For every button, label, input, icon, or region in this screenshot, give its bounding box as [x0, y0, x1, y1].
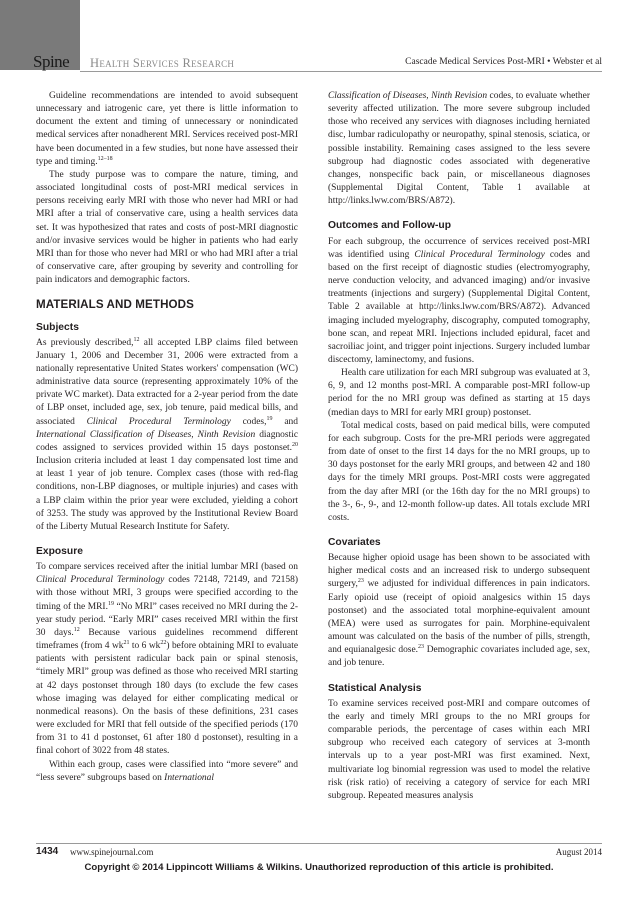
outcomes-paragraph: For each subgroup, the occurrence of services received post-MRI was identified using Clinical Procedural Terminology codes and based on the first receipt of diagnostic studies (electromyography, nerve conduction velocity, and advanced imaging) and/or invasive treatments (injections and surgery) (Supplemental Digital Content, Table 2 available at http://links.lww.com/BRS/A872). Advanced imaging included myelography, discography, computed tomography, bone scan, and repeat MRI. Injections included epidural, facet and sacroiliac joint, and trigger point injections. Surgery included lumbar discectomy, laminectomy, and fusions.	[328, 236, 591, 365]
intro-paragraph-1: Guideline recommendations are intended to avoid subsequent unnecessary and iatrogenic care, yet there is little information to document the extent and timing of unnecessary or nonindicated medical services after nonadherent MRI. Services received post-MRI have been documented in a few studies, but none have assessed their type and timing.$^{12-18}$	[36, 91, 298, 167]
statistical-analysis-paragraph: To examine services received post-MRI and compare outcomes of the early and timely MRI groups to the no MRI groups for comparable periods, the percentage of cases within each MRI subgroup who received each category of services at 3-month intervals up to a year post-MRI was first examined. Next, multivariate log binomial regression was used to model the relative risk (risk ratio) of receiving a category of service for each MRI subgroup. Repeated measures analysis	[328, 698, 590, 801]
severity-paragraph: Within each group, cases were classified into “more severe” and “less severe” subgroups based on International	[36, 759, 298, 783]
section-title: Health Services Research	[90, 56, 235, 70]
journal-url: www.spinejournal.com	[70, 847, 154, 857]
methods-heading: MATERIALS AND METHODS	[36, 298, 194, 312]
header-rule	[80, 71, 602, 72]
severity-continued-paragraph: Classification of Diseases, Ninth Revision codes, to evaluate whether severity affected utilization. The more severe subgroup included those who received any services with diagnoses including herniated disc, lumbar radiculopathy or neuropathy, spinal stenosis, sciatica, or possible instability. Remaining cases assigned to the less severe subgroup had diagnostic codes associated with degenerative changes, nonspecific back pain, or miscellaneous diagnoses (Supplemental Digital Content, Table 1 available at http://links.lww.com/BRS/A872).	[328, 91, 590, 207]
exposure-heading: Exposure	[36, 546, 83, 557]
copyright-notice: Copyright © 2014 Lippincott Williams & Wilkins. Unauthorized reproduction of this article is prohibited.	[84, 862, 554, 873]
running-title: Cascade Medical Services Post-MRI • Webster et al	[405, 57, 602, 67]
intro-paragraph-2: The study purpose was to compare the nature, timing, and associated longitudinal costs of post-MRI medical services in persons receiving early MRI with those who never had MRI or had MRI after a trial of conservative care, using a health services data set. It was hypothesized that rates and costs of post-MRI diagnostic and/or invasive services would be higher in patients who had early MRI than for those who never had MRI or who had MRI after a trial of conservative care, after grouping by severity and controlling for pain indicators and demographic factors.	[36, 169, 298, 286]
journal-logo: Spine	[33, 52, 70, 71]
subjects-heading: Subjects	[36, 321, 79, 333]
left-column	[36, 90, 298, 785]
outcomes-heading: Outcomes and Follow-up	[328, 220, 451, 232]
costs-paragraph: Total medical costs, based on paid medical bills, were computed for each subgroup. Costs for the pre-MRI periods were aggregated from date of onset to the first 14 days for the no MRI groups, up to 30 days postonset for the early MRI groups, and between 42 and 180 days for the timely MRI groups. Post-MRI costs were aggregated from the day after MRI (or the 16th day for the no MRI groups) to the 3-, 6-, 9-, and 12-month follow-up dates. All totals exclude MRI costs.	[328, 420, 590, 523]
subjects-paragraph: As previously described,$^{12}$ all accepted LBP claims filed between January 1, 2006 and December 31, 2006 were extracted from a nationally representative United States workers' compensation (WC) administrative data source (representing approximately 10% of the private WC market). Data extracted for a 2-year period from the date of LBP onset, included age, sex, job tenure, paid medical bills, and associated Clinical Procedural Terminology codes,$^{19}$ and International Classification of Diseases, Ninth Revision diagnostic codes assigned to services provided within 15 days postonset.$^{20}$ Inclusion criteria included at least 1 day compensated lost time and at least 1 year of job tenure. Complex cases (those with red-flag conditions, non-LBP diagnoses, or multiple injuries) and cases with a LBP claim within the prior year were excluded, yielding a cohort of 3253. The study was approved by the Institutional Review Board of the Liberty Mutual Research Institute for Safety.	[36, 336, 299, 532]
right-column	[328, 90, 590, 803]
issue-date: August 2014	[555, 847, 602, 857]
exposure-paragraph: To compare services received after the initial lumbar MRI (based on Clinical Procedural Terminology codes 72148, 72149, and 72158) with those without MRI, 3 groups were specified according to the timing of the MRI.$^{19}$ “No MRI” cases received no MRI during the 2-year study period. “Early MRI” cases received MRI within the first 30 days.$^{12}$ Because various guidelines recommend different timeframes (from 4 $wk^{21}$ to 6 $wk^{22}$) before obtaining MRI to evaluate patients with persistent radicular back pain or spinal stenosis, “timely MRI” group was defined as those who received MRI starting at 42 days postonset through 180 days (to exclude the few cases whose imaging was delayed for either complicating medical or nonmedical reasons). On the basis of these definitions, 231 cases were excluded for MRI that fell outside of the specified periods (170 from 31 to 41 d postonset, 61 after 180 d postonset), resulting in a final cohort of 3022 from 48 states.	[36, 562, 299, 757]
footer-rule	[36, 843, 602, 844]
page-number: 1434	[36, 846, 59, 857]
covariates-paragraph: Because higher opioid usage has been shown to be associated with higher medical costs and an increased risk to undergo subsequent surgery,$^{23}$ we adjusted for individual differences in pain indicators. Early opioid use (receipt of opioid analgesics within 15 days postonset) and the associated total morphine-equivalent amount (MEA) were used as surrogates for pain. Morphine-equivalent amount was calculated on the basis of the number of pills, strength, and equianalgesic dose.$^{23}$ Demographic covariates included age, sex, and job tenure.	[328, 553, 590, 669]
statistical-analysis-heading: Statistical Analysis	[328, 682, 422, 694]
utilization-paragraph: Health care utilization for each MRI subgroup was evaluated at 3, 6, 9, and 12 months post-MRI. A comparable post-MRI follow-up period for the no MRI group was defined as starting at 15 days (median days to MRI for early MRI group) postonset.	[328, 368, 590, 418]
covariates-heading: Covariates	[328, 537, 381, 548]
